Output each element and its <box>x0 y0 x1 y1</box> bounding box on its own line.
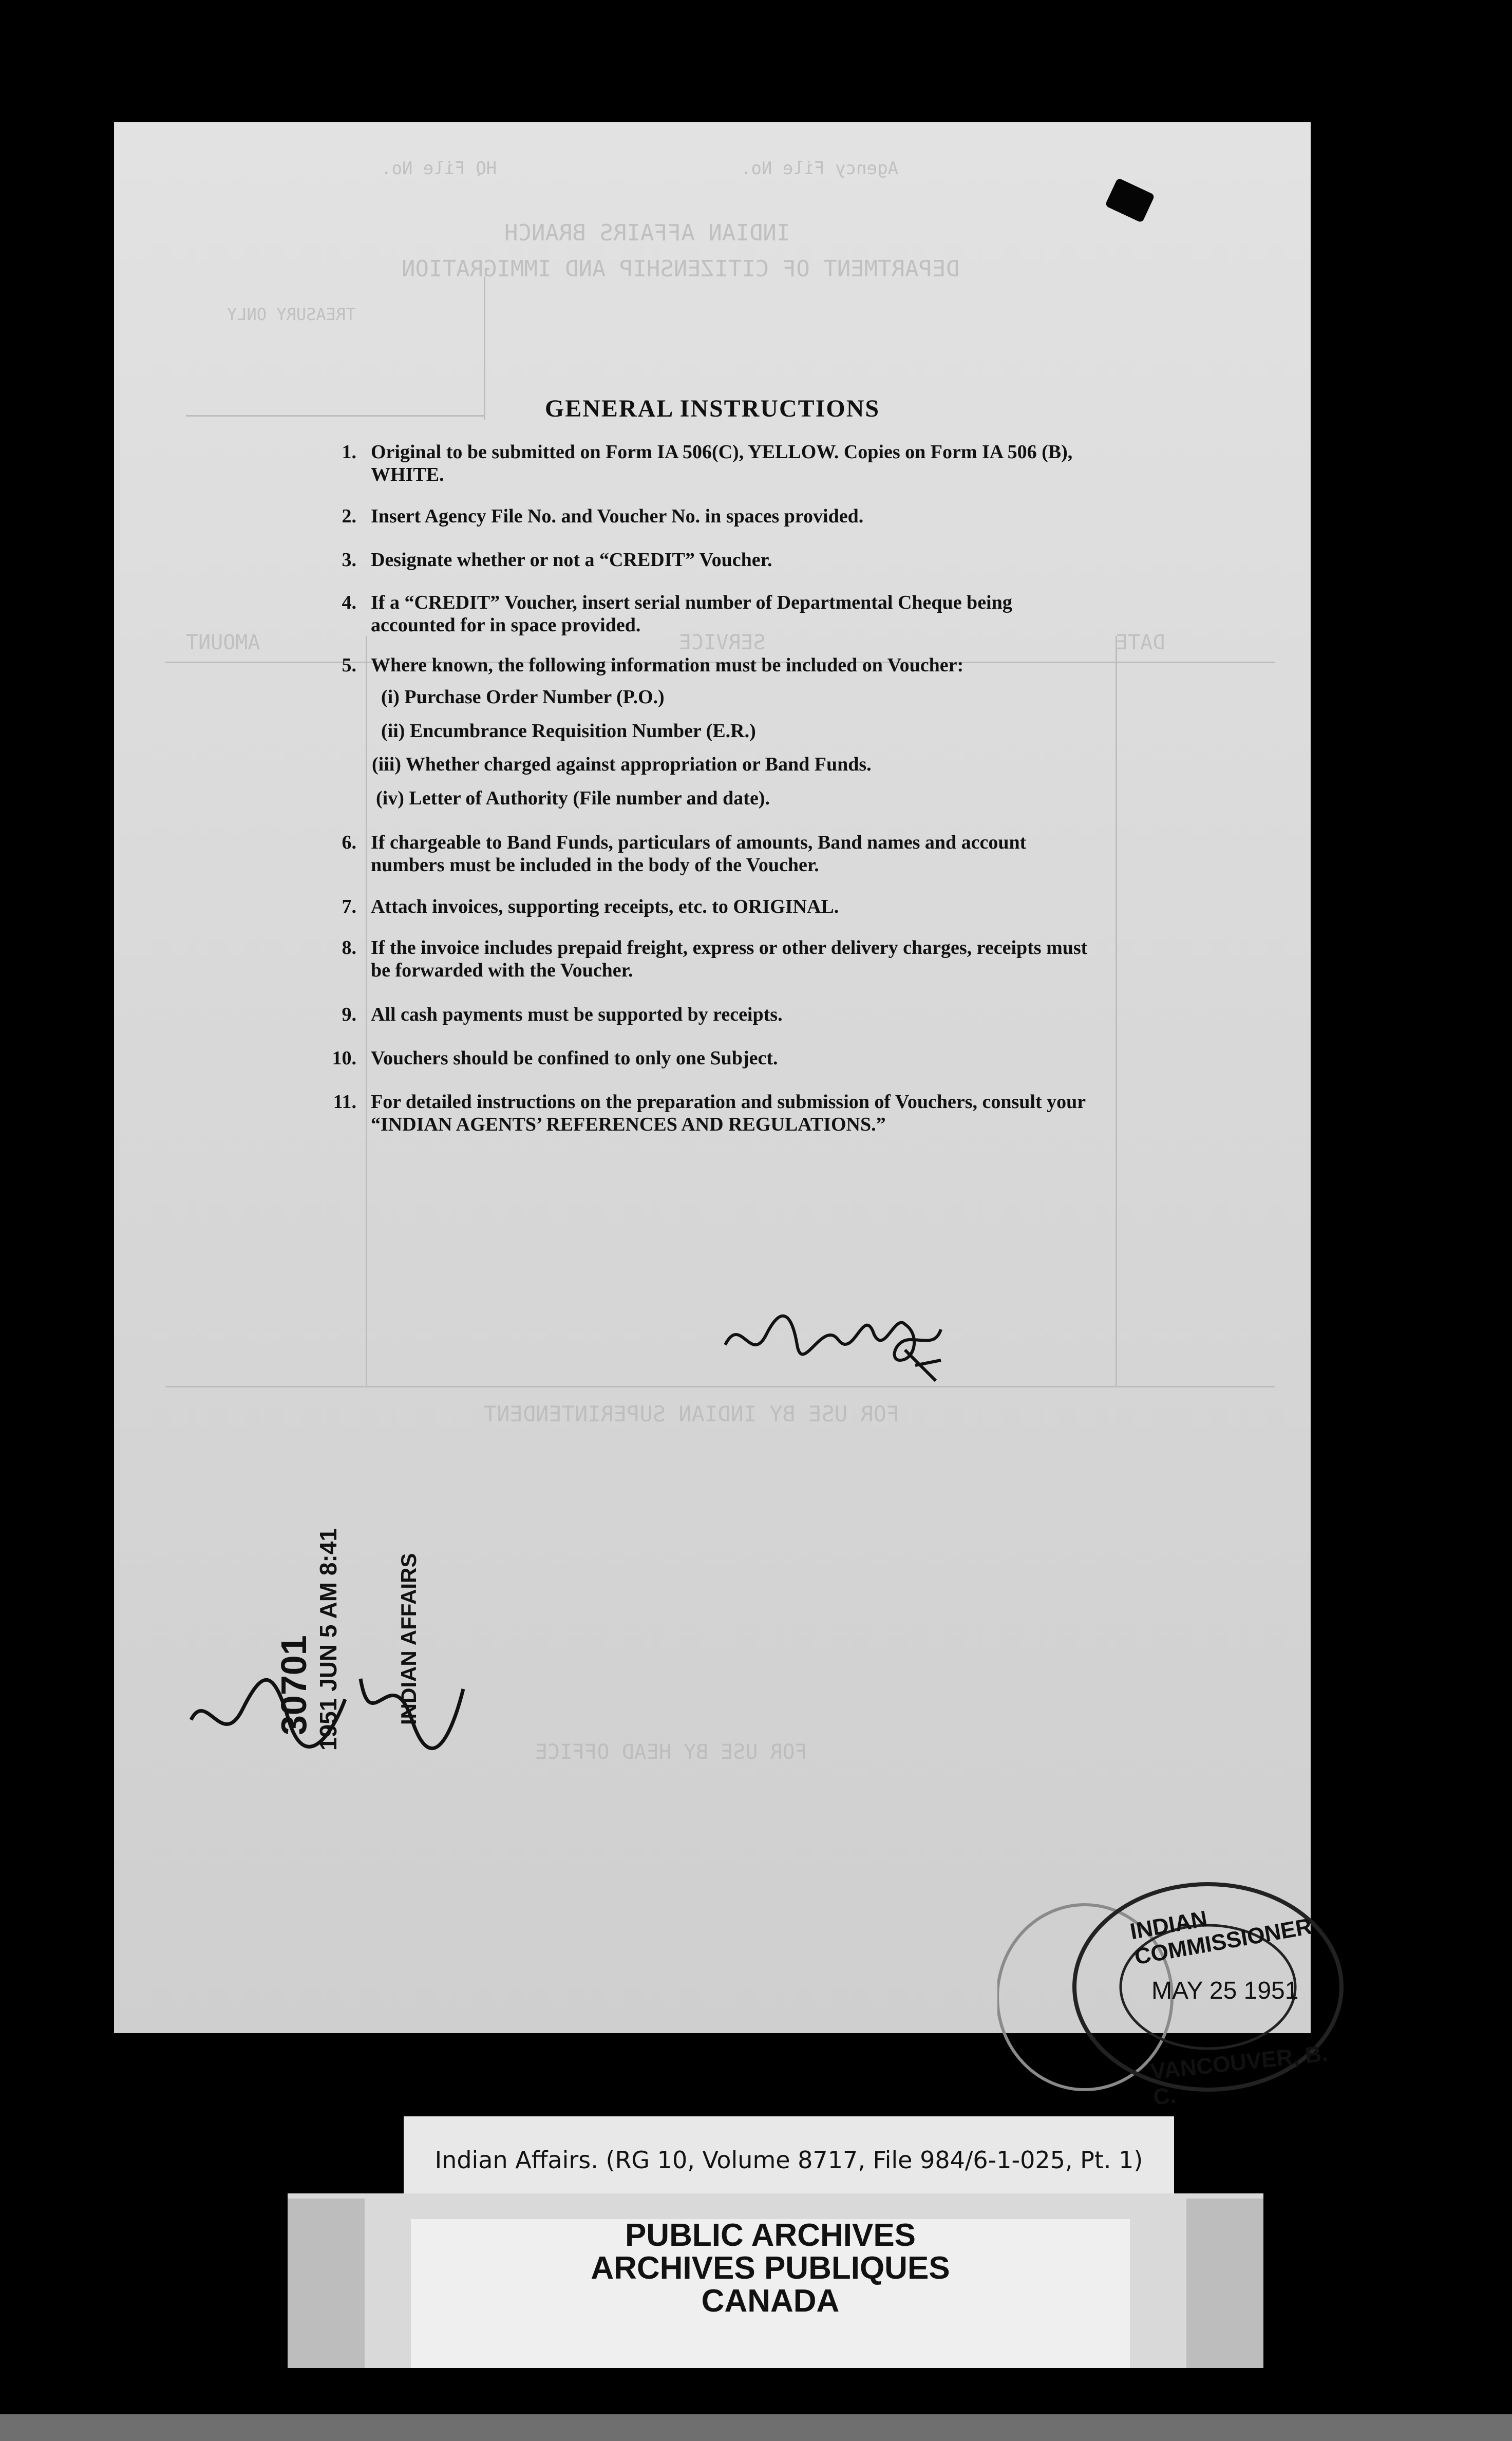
ghost-hq-file: HQ File No. <box>381 158 497 179</box>
receipt-stamp-number: 30701 <box>274 1635 314 1735</box>
receipt-stamp-office: INDIAN AFFAIRS <box>396 1553 421 1725</box>
archive-line-en: PUBLIC ARCHIVES <box>625 2218 916 2253</box>
instruction-text: Insert Agency File No. and Voucher No. in spaces provided. <box>371 505 864 527</box>
instruction-text: For detailed instructions on the preparation and submission of Vouchers, consult your “INDIAN AGENTS’ REFERENCES AND REGULATIONS.” <box>371 1091 1086 1135</box>
handwritten-initials <box>176 1638 484 1781</box>
instruction-number: 11. <box>333 1091 356 1113</box>
instruction-number: 5. <box>342 654 356 676</box>
sub-item: (iii) Whether charged against appropriation or Band Funds. <box>372 754 872 775</box>
ghost-treasury: TREASURY ONLY <box>227 305 356 324</box>
sub-item: (iv) Letter of Authority (File number and date). <box>376 787 770 809</box>
sub-item: (ii) Encumbrance Requisition Number (E.R.) <box>381 720 756 742</box>
instruction-number: 7. <box>342 896 356 917</box>
ghost-for-use-head: FOR USE BY HEAD OFFICE <box>535 1740 807 1764</box>
archive-reference-label <box>404 2116 1174 2205</box>
ghost-department: DEPARTMENT OF CITIZENSHIP AND IMMIGRATION <box>402 256 960 282</box>
stamp-date: MAY 25 1951 <box>1151 1977 1299 2004</box>
ghost-amount: AMOUNT <box>186 631 260 654</box>
instruction-number: 8. <box>342 937 356 959</box>
ghost-col1 <box>366 636 367 1386</box>
ghost-service: SERVICE <box>679 631 766 654</box>
ghost-date: DATE <box>1116 631 1165 654</box>
tape-right <box>1186 2199 1263 2368</box>
sub-item: (i) Purchase Order Number (P.O.) <box>381 686 665 708</box>
instructions-heading: GENERAL INSTRUCTIONS <box>544 395 880 422</box>
instruction-text: Where known, the following information must be included on Voucher: <box>371 654 964 676</box>
instruction-number: 4. <box>342 592 356 613</box>
voucher-back-page <box>114 122 1329 2110</box>
archive-stamp <box>411 2219 1130 2368</box>
instruction-number: 6. <box>342 832 356 853</box>
tape-left <box>288 2199 365 2368</box>
archive-line-canada: CANADA <box>701 2283 840 2319</box>
archive-line-fr: ARCHIVES PUBLIQUES <box>591 2250 950 2286</box>
instruction-text: If the invoice includes prepaid freight, express or other delivery charges, receipts must be forwarded with the Voucher. <box>371 937 1088 981</box>
instruction-number: 2. <box>342 505 356 527</box>
instruction-number: 10. <box>332 1047 356 1069</box>
handwritten-signature <box>720 1283 946 1386</box>
archive-tab <box>288 2193 1263 2368</box>
instruction-number: 3. <box>342 549 356 571</box>
instruction-text: All cash payments must be supported by receipts. <box>371 1004 783 1025</box>
instruction-text: Designate whether or not a “CREDIT” Voucher. <box>371 549 772 571</box>
instruction-text: Original to be submitted on Form IA 506(C), YELLOW. Copies on Form IA 506 (B), WHITE. <box>371 441 1073 485</box>
receipt-stamp-date: 1951 JUN 5 AM 8:41 <box>315 1528 342 1751</box>
stamp-top-text: INDIAN COMMISSIONER <box>1128 1906 1314 1970</box>
stamp-bottom-text: VANCOUVER, B. C. <box>1149 2040 1329 2110</box>
instruction-text: If a “CREDIT” Voucher, insert serial number of Departmental Cheque being accounted for in space provided. <box>371 592 1012 636</box>
instruction-text: If chargeable to Band Funds, particulars of amounts, Band names and account numbers must be included in the body of the Voucher. <box>371 832 1027 876</box>
instruction-text: Attach invoices, supporting receipts, etc. to ORIGINAL. <box>371 896 839 917</box>
ghost-branch: INDIAN AFFAIRS BRANCH <box>504 220 790 246</box>
instruction-text: Vouchers should be confined to only one Subject. <box>371 1047 778 1069</box>
ghost-col2 <box>1116 636 1117 1386</box>
instruction-number: 1. <box>342 441 356 463</box>
ghost-for-use: FOR USE BY INDIAN SUPERINTENDENT <box>484 1401 900 1426</box>
archive-reference: Indian Affairs. (RG 10, Volume 8717, File 984/6-1-025, Pt. 1) <box>434 2146 1143 2174</box>
ghost-table-bottom <box>165 1386 1275 1387</box>
ghost-agency-file: Agency File No. <box>741 158 899 179</box>
indian-commissioner-stamp <box>997 1879 1357 2115</box>
film-edge <box>0 2414 1512 2441</box>
instruction-number: 9. <box>342 1004 356 1025</box>
